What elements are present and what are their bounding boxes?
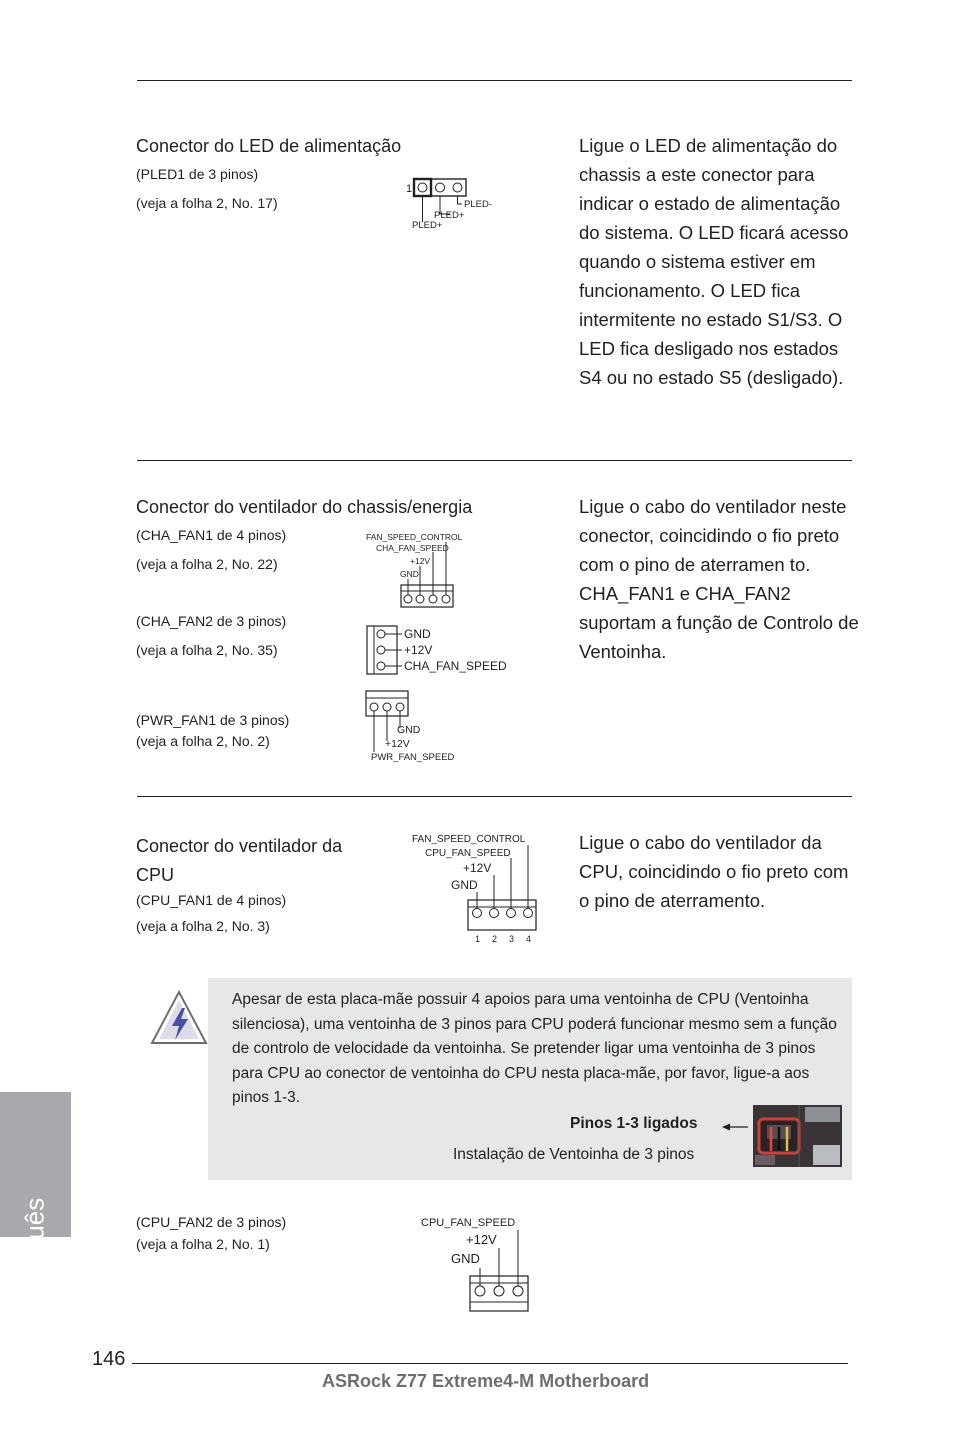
plus12v-label: +12V	[463, 861, 492, 875]
section-divider	[137, 796, 852, 797]
pled-plus-label: PLED+	[434, 210, 465, 221]
pin-number: 2	[492, 934, 498, 944]
pin1-marker: 1	[406, 183, 413, 195]
section-divider	[137, 460, 852, 461]
pwr-fan1-connector-diagram	[362, 688, 466, 762]
fan-speed-label: PWR_FAN_SPEED	[371, 752, 455, 763]
gnd-label: GND	[451, 878, 478, 892]
fan-speed-control-label: FAN_SPEED_CONTROL	[412, 834, 526, 845]
pled-minus-label: PLED-	[464, 199, 492, 210]
cpu-fan1-connector-diagram	[408, 830, 546, 948]
section-description: Ligue o LED de alimentação do chassis a este conector para indicar o estado de alimentação do sistema. O LED ficará acesso quando o sistema estiver em funcionamento. O LED fica intermitente no estado S1/S3. O LED fica desligado nos estados S4 ou no estado S5 (desligado).	[579, 135, 849, 388]
pin-count-label: (PWR_FAN1 de 3 pinos)	[136, 712, 290, 728]
note-text: Apesar de esta placa-mãe possuir 4 apoios para uma ventoinha de CPU (Ventoinha silenciosa), uma ventoinha de 3 pinos para CPU poderá funcionar mesmo sem a função de controlo de velocidade da ventoinha. Se pretender ligar uma ventoinha de 3 pinos para CPU ao conector de ventoinha do CPU nesta placa-mãe, por favor, ligue-a aos pinos 1-3.	[232, 991, 837, 1106]
cha-fan1-connector-diagram	[362, 530, 472, 612]
pin-number: 1	[475, 934, 481, 944]
pled-plus-label-2: PLED+	[412, 220, 443, 231]
pin-count-label: (PLED1 de 3 pinos)	[136, 166, 259, 182]
warning-icon	[148, 988, 210, 1048]
section-description: Ligue o cabo do ventilador da CPU, coincidindo o fio preto com o pino de aterramento.	[579, 832, 849, 911]
pins-connected-label: Pinos 1-3 ligados	[570, 1115, 698, 1132]
fan-connector-photo	[753, 1105, 842, 1167]
plus12v-label: +12V	[410, 556, 431, 566]
gnd-label: GND	[404, 627, 431, 641]
reference-label: (veja a folha 2, No. 1)	[136, 1236, 270, 1252]
reference-label: (veja a folha 2, No. 35)	[136, 642, 278, 658]
reference-label: (veja a folha 2, No. 3)	[136, 918, 270, 934]
fan-speed-label: CHA_FAN_SPEED	[376, 543, 449, 553]
pin-count-label: (CHA_FAN2 de 3 pinos)	[136, 613, 287, 629]
section-description: Ligue o cabo do ventilador neste conector, coincidindo o fio preto com o pino de aterramen to. CHA_FAN1 e CHA_FAN2 suportam a função de Controlo de Ventoinha.	[579, 496, 859, 662]
reference-label: (veja a folha 2, No. 17)	[136, 195, 278, 211]
pin-number: 4	[526, 934, 532, 944]
gnd-label: GND	[400, 569, 419, 579]
footer-rule	[132, 1363, 848, 1364]
pin-count-label: (CPU_FAN1 de 4 pinos)	[136, 892, 287, 908]
plus12v-label: +12V	[404, 643, 433, 657]
reference-label: (veja a folha 2, No. 22)	[136, 556, 278, 572]
fan-speed-label: CPU_FAN_SPEED	[421, 1217, 516, 1229]
pled-connector-diagram	[400, 172, 490, 234]
fan-speed-control-label: FAN_SPEED_CONTROL	[366, 532, 463, 542]
cpu-fan2-connector-diagram	[416, 1212, 536, 1316]
pin-number: 3	[509, 934, 515, 944]
cha-fan2-connector-diagram	[364, 623, 516, 677]
fan-speed-label: CHA_FAN_SPEED	[404, 659, 507, 673]
gnd-label: GND	[451, 1251, 480, 1266]
plus12v-label: +12V	[385, 738, 410, 750]
reference-label: (veja a folha 2, No. 2)	[136, 733, 270, 749]
language-tab	[0, 1092, 71, 1317]
gnd-label: GND	[397, 724, 421, 736]
section-heading: Conector do LED de alimentação	[136, 136, 402, 156]
section-heading: Conector do ventilador da CPU	[136, 836, 343, 885]
language-label: Português	[19, 1197, 50, 1317]
arrow-left-icon	[722, 1122, 750, 1132]
plus12v-label: +12V	[466, 1232, 497, 1247]
note-box	[208, 978, 852, 1180]
pin-count-label: (CPU_FAN2 de 3 pinos)	[136, 1214, 287, 1230]
installation-caption: Instalação de Ventoinha de 3 pinos	[453, 1146, 695, 1163]
footer-title: ASRock Z77 Extreme4-M Motherboard	[322, 1371, 650, 1391]
section-heading: Conector do ventilador do chassis/energia	[136, 497, 473, 517]
fan-speed-label: CPU_FAN_SPEED	[425, 848, 511, 859]
page-number: 146	[92, 1348, 126, 1370]
top-rule	[137, 80, 852, 81]
pin-count-label: (CHA_FAN1 de 4 pinos)	[136, 527, 287, 543]
